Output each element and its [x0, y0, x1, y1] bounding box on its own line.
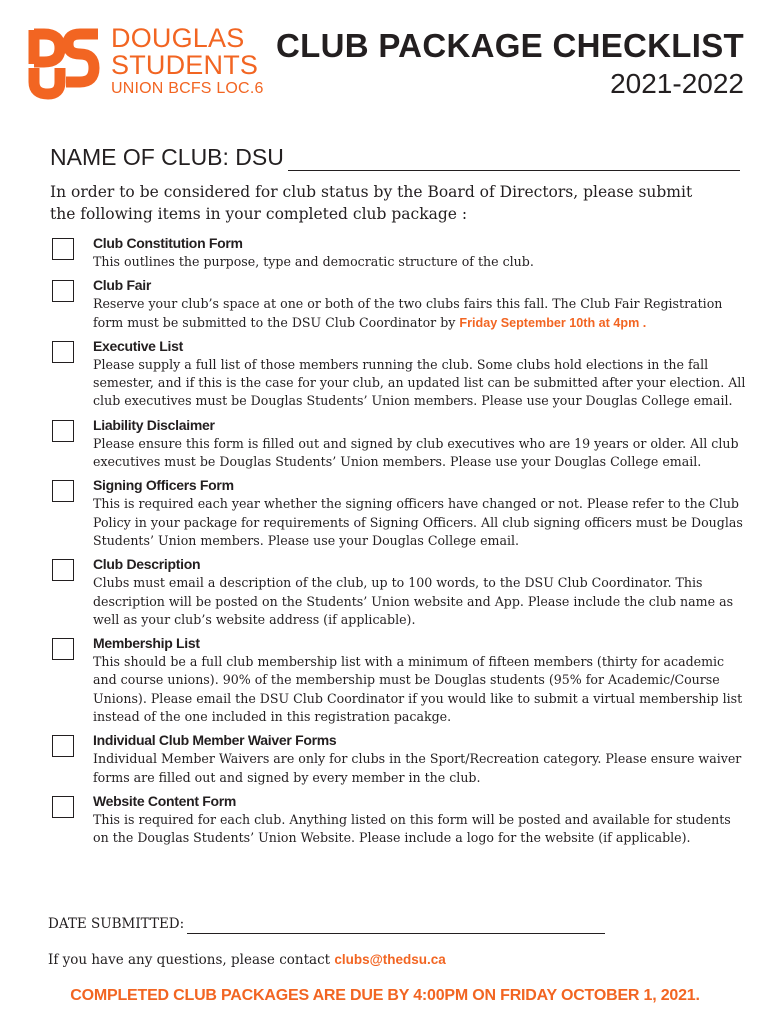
checklist-item	[50, 731, 750, 787]
checkbox[interactable]	[52, 559, 74, 581]
checklist-item	[50, 276, 750, 332]
item-description: This outlines the purpose, type and democratic structure of the club.	[93, 254, 534, 269]
item-description: Please ensure this form is filled out and signed by club executives who are 19 years or older. All club executives must be Douglas Students’ Union members. Please use your Douglas College email.	[93, 435, 739, 470]
checkbox[interactable]	[52, 638, 74, 660]
item-description: Please supply a full list of those members running the club. Some clubs hold elections in the fall semester, and if this is the case for your club, an updated list can be submitted after your election. All club executives must be Douglas Students’ Union members. Please use your Douglas College email.	[93, 356, 746, 409]
item-title: Liability Disclaimer	[93, 416, 215, 433]
item-title: Individual Club Member Waiver Forms	[93, 732, 337, 749]
checkbox[interactable]	[52, 238, 74, 260]
checklist-item	[50, 634, 750, 726]
item-title: Signing Officers Form	[93, 477, 234, 494]
item-title: Club Description	[93, 556, 201, 573]
checklist-item	[50, 416, 750, 472]
deadline-highlight: Friday September 10th at 4pm .	[459, 315, 647, 330]
logo-text-students: STUDENTS	[111, 50, 259, 80]
checklist-item	[50, 234, 750, 271]
date-submitted-row	[48, 914, 605, 934]
logo-text-douglas: DOUGLAS	[111, 23, 245, 53]
date-submitted-field[interactable]	[187, 919, 605, 934]
item-description-text: Reserve your club’s space at one or both of the two clubs fairs this fall. The Club Fair Registration form must be submitted to the DSU Club Coordinator by	[93, 296, 723, 330]
item-title: Club Fair	[93, 277, 151, 294]
club-name-label: NAME OF CLUB: DSU	[50, 144, 284, 170]
item-description: This is required for each club. Anything listed on this form will be posted and available for students on the Douglas Students’ Union Website. Please include a logo for the website (if applicable).	[93, 811, 731, 846]
contact-line	[48, 950, 446, 970]
logo-text-union: UNION BCFS LOC.6	[111, 80, 264, 97]
club-name-row	[50, 143, 740, 171]
due-notice: COMPLETED CLUB PACKAGES ARE DUE BY 4:00PM ON FRIDAY OCTOBER 1, 2021.	[70, 987, 700, 1004]
item-description: This is required each year whether the signing officers have changed or not. Please refer to the Club Policy in your package for requirements of Signing Officers. All club signing officers must be Douglas Students’ Union members. Please use your Douglas College email.	[93, 496, 743, 548]
checkbox[interactable]	[52, 280, 74, 302]
dsu-logo	[26, 24, 276, 102]
item-title: Website Content Form	[93, 792, 237, 809]
checkbox[interactable]	[52, 420, 74, 442]
page-title: CLUB PACKAGE CHECKLIST	[276, 27, 744, 64]
dsu-logo-mark-icon	[26, 24, 102, 100]
page-year: 2021-2022	[610, 68, 744, 99]
checkbox[interactable]	[52, 480, 74, 502]
contact-text: If you have any questions, please contact	[48, 952, 331, 968]
checklist	[50, 234, 750, 853]
item-description: Individual Member Waivers are only for clubs in the Sport/Recreation category. Please ensure waiver forms are filled out and signed by every member in the club.	[93, 751, 742, 785]
checklist-item	[50, 792, 750, 848]
item-description: Clubs must email a description of the club, up to 100 words, to the DSU Club Coordinator. This description will be posted on the Students’ Union website and App. Please include the club name as well as your club’s website address (if applicable).	[93, 575, 734, 627]
club-name-field[interactable]	[288, 148, 740, 171]
checklist-item	[50, 337, 750, 411]
item-title: Membership List	[93, 635, 200, 652]
checkbox[interactable]	[52, 796, 74, 818]
contact-email-link[interactable]: clubs@thedsu.ca	[334, 952, 446, 967]
date-submitted-label: DATE SUBMITTED:	[48, 916, 185, 932]
checklist-item	[50, 476, 750, 550]
intro-text: In order to be considered for club status by the Board of Directors, please submit the following items in your completed club package :	[50, 183, 693, 223]
item-description: This should be a full club membership list with a minimum of fifteen members (thirty for academic and course unions). 90% of the membership must be Douglas students (95% for Academic/Course Unions). Please email the DSU Club Coordinator if you would like to submit a virtual membership list instead of the one included in this registration pacakge.	[93, 654, 743, 725]
item-title: Club Constitution Form	[93, 235, 243, 251]
checkbox[interactable]	[52, 341, 74, 363]
item-description	[93, 295, 750, 332]
checkbox[interactable]	[52, 735, 74, 757]
checklist-item	[50, 555, 750, 629]
item-title: Executive List	[93, 337, 183, 354]
